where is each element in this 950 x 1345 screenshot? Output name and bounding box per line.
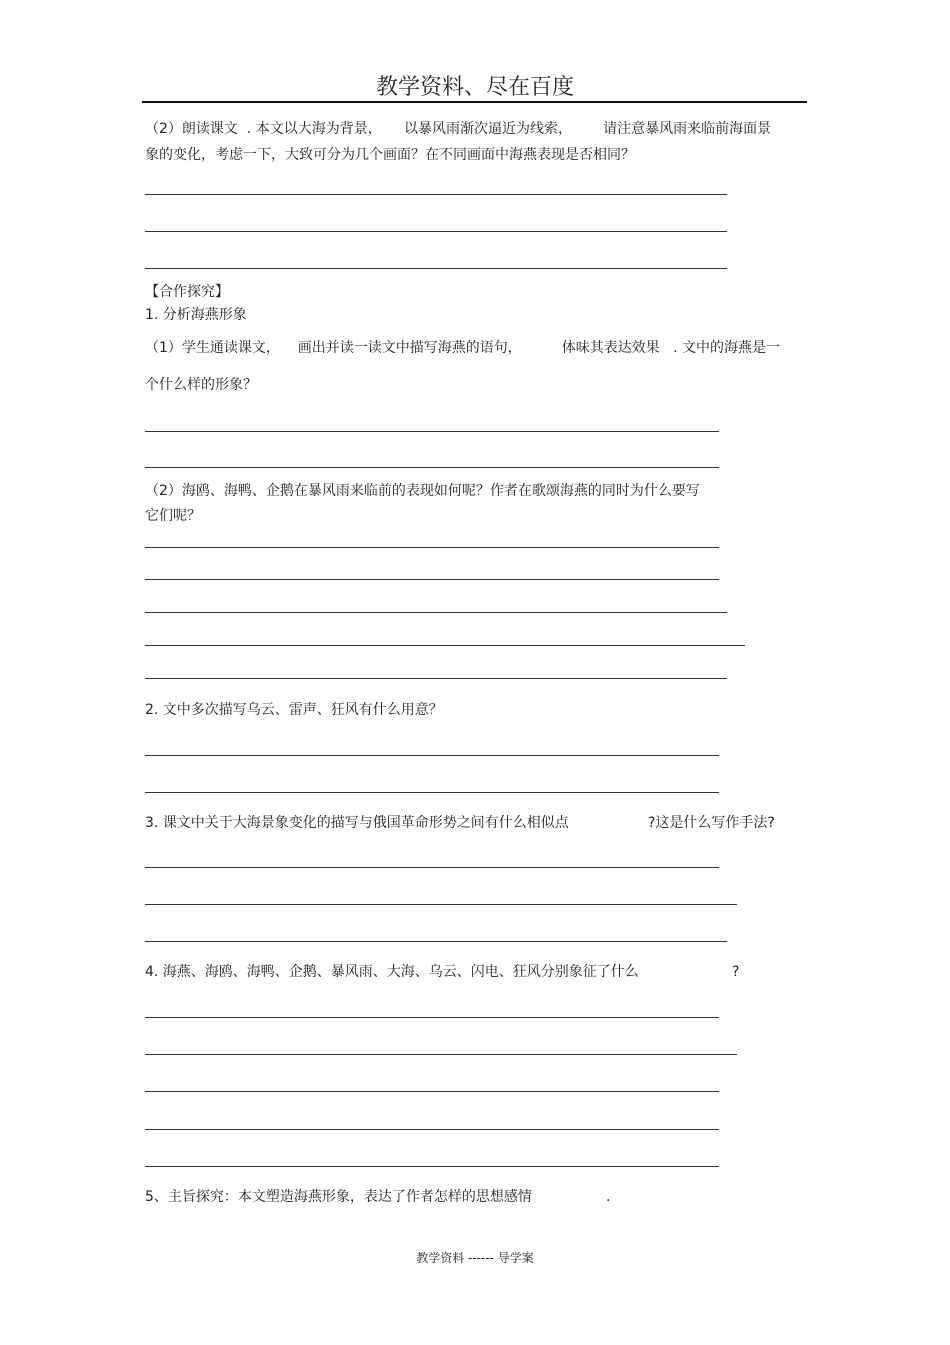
answer-line [145,612,727,613]
answer-line [145,678,727,679]
q2-line-1: （2）朗读课文 . 本文以大海为背景， 以暴风雨渐次逼近为线索， 请注意暴风雨来临前海面景 [145,121,772,137]
q2-line-2: 象的变化，考虑一下，大致可分为几个画面？在不同画面中海燕表现是否相同？ [145,147,635,163]
part3-question-tail: ?这是什么写作手法? [648,815,775,831]
answer-line [145,1017,719,1018]
answer-line [145,547,719,548]
answer-line [145,467,719,468]
part5-question: 5、主旨探究：本文塑造海燕形象，表达了作者怎样的思想感情 [145,1189,532,1205]
answer-line [145,941,727,942]
header-rule [142,101,807,103]
part1-title: 1. 分析海燕形象 [145,307,247,323]
answer-line [145,1129,719,1130]
answer-line [145,867,719,868]
answer-line [145,431,719,432]
answer-line [145,645,745,646]
answer-line [145,792,719,793]
answer-line [145,268,727,269]
answer-line [145,755,719,756]
page-footer: 教学资料 ------ 导学案 [416,1251,534,1265]
answer-line [145,1091,719,1092]
page-title: 教学资料、尽在百度 [375,75,574,100]
answer-line [145,904,737,905]
part1-sub2-line-2: 它们呢？ [145,508,201,524]
part4-question-tail: ? [732,964,740,980]
part3-question: 3. 课文中关于大海景象变化的描写与俄国革命形势之间有什么相似点 [145,815,569,831]
part2-question: 2. 文中多次描写乌云、雷声、狂风有什么用意？ [145,702,443,718]
answer-line [145,1054,737,1055]
part5-question-tail: . [606,1189,611,1205]
answer-line [145,231,727,232]
part1-sub1-line-1: （1）学生通读课文， 画出并读一读文中描写海燕的语句， 体味其表达效果 . 文中的海燕是一 [145,340,781,356]
part1-sub1-line-2: 个什么样的形象？ [145,377,257,393]
part4-question: 4. 海燕、海鸥、海鸭、企鹅、暴风雨、大海、乌云、闪电、狂风分别象征了什么 [145,964,639,980]
section-heading: 【合作探究】 [145,284,229,300]
answer-line [145,1166,719,1167]
part1-sub2-line-1: （2）海鸥、海鸭、企鹅在暴风雨来临前的表现如何呢？作者在歌颂海燕的同时为什么要写 [145,483,700,499]
answer-line [145,579,719,580]
answer-line [145,194,727,195]
